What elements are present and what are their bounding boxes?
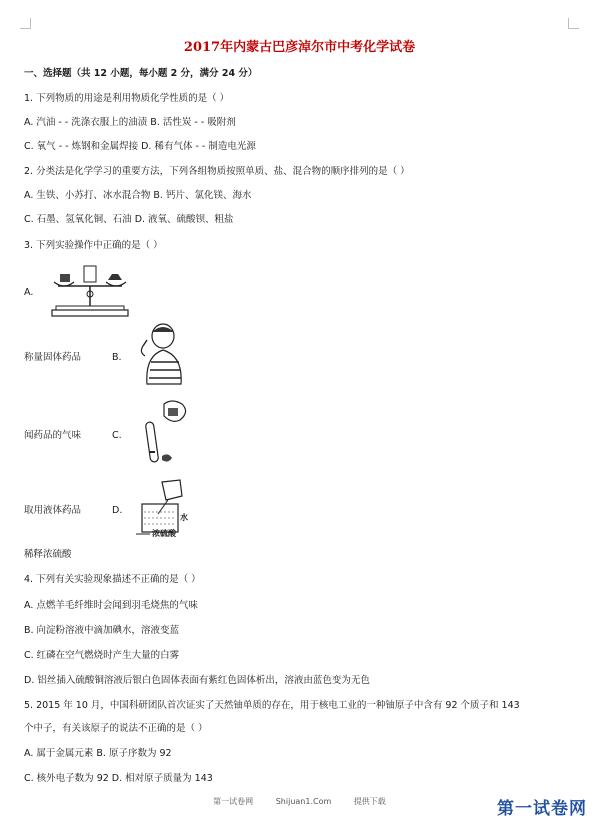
dilute-acid-figure [136, 478, 200, 540]
q2-options-ab: A. 生铁、小苏打、冰水混合物 B. 钙片、氯化镁、海水 [24, 190, 252, 201]
q5-stem-line2: 个中子，有关该原子的说法不正确的是（ ） [24, 723, 208, 734]
q2-stem: 2. 分类法是化学学习的重要方法，下列各组物质按照单质、盐、混合物的顺序排列的是（ ） [24, 166, 410, 177]
footer-right: 提供下载 [353, 797, 386, 806]
child-dropper-figure [133, 322, 189, 388]
test-tube-pour-figure [134, 398, 194, 468]
q3-stem: 3. 下列实验操作中正确的是（ ） [24, 240, 163, 251]
crop-mark-top-left [20, 18, 31, 29]
q4-option-c: C. 红磷在空气燃烧时产生大量的白雾 [24, 650, 180, 661]
balance-scale-figure [46, 260, 134, 320]
q3-option-c-label: C. [112, 430, 122, 441]
water-label: 水 [180, 513, 188, 522]
q3-option-a-caption: 称量固体药品 [24, 352, 82, 363]
q3-option-a-label: A. [24, 287, 34, 298]
q2-options-cd: C. 石墨、氢氧化铜、石油 D. 液氧、硫酸钡、粗盐 [24, 214, 234, 225]
q1-options-cd: C. 氧气 - - 炼钢和金属焊接 D. 稀有气体 - - 制造电光源 [24, 141, 256, 152]
q1-options-ab: A. 汽油 - - 洗涤衣服上的油渍 B. 活性炭 - - 吸附剂 [24, 117, 236, 128]
q1-stem: 1. 下列物质的用途是利用物质化学性质的是（ ） [24, 93, 230, 104]
footer-middle: Shijuan1.Com [275, 797, 332, 806]
q3-option-b-caption: 闻药品的气味 [24, 430, 82, 441]
crop-mark-top-right [568, 18, 579, 29]
page-title: 2017年内蒙古巴彦淖尔市中考化学试卷 [183, 40, 416, 55]
q3-option-d-caption: 稀释浓硫酸 [24, 549, 72, 560]
section-heading: 一、选择题（共 12 小题，每小题 2 分，满分 24 分） [24, 68, 258, 79]
q4-stem: 4. 下列有关实验现象描述不正确的是（ ） [24, 574, 201, 585]
q3-option-c-caption: 取用液体药品 [24, 505, 82, 516]
q3-option-d-label: D. [112, 505, 123, 516]
q5-options-ab: A. 属于金属元素 B. 原子序数为 92 [24, 748, 172, 759]
acid-label: 浓硫酸 [152, 529, 176, 538]
brand-watermark: 第一试卷网 [497, 799, 587, 819]
q5-options-cd: C. 核外电子数为 92 D. 相对原子质量为 143 [24, 773, 213, 784]
q3-option-b-label: B. [112, 352, 122, 363]
q4-option-b: B. 向淀粉溶液中滴加碘水，溶液变蓝 [24, 625, 180, 636]
q5-stem-line1: 5. 2015 年 10 月，中国科研团队首次证实了天然铀单质的存在，用于核电工业的一种铀原子中含有 92 个质子和 143 [24, 700, 520, 711]
footer-left: 第一试卷网 [213, 797, 254, 806]
q4-option-d: D. 铝丝插入硫酸铜溶液后银白色固体表面有紫红色固体析出，溶液由蓝色变为无色 [24, 675, 370, 686]
q4-option-a: A. 点燃羊毛纤维时会闻到羽毛烧焦的气味 [24, 600, 198, 611]
